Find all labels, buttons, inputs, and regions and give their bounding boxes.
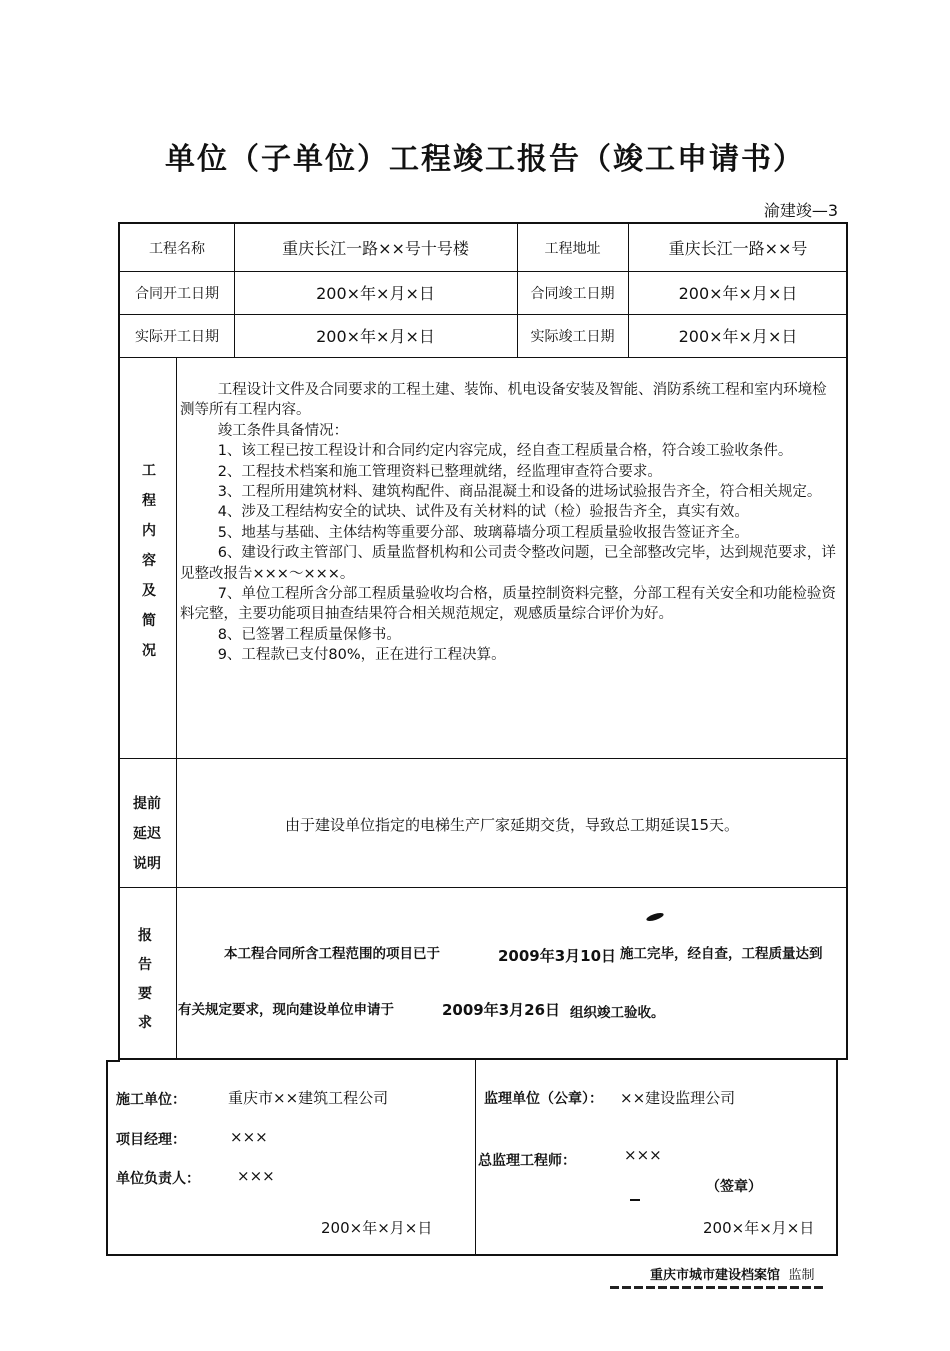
acceptance-date: 2009年3月26日 (442, 1001, 561, 1019)
actual-end-label: 实际竣工日期 (530, 328, 615, 345)
label-char: 况 (142, 643, 156, 659)
label-line: 说明 (133, 856, 161, 872)
content-paragraph: 1、该工程已按工程设计和合同约定内容完成，经自查工程质量合格，符合竣工验收条件。 (217, 443, 793, 460)
actual-start-label: 实际开工日期 (135, 328, 219, 345)
supervisor-label: 监理单位（公章）： (484, 1091, 603, 1107)
content-paragraph: 工程设计文件及合同要求的工程土建、装饰、机电设备安装及智能、消防系统工程和室内环境检测等所有工程内容。 (180, 382, 827, 419)
project-address-value: 重庆长江一路××号 (668, 239, 808, 258)
seal-note: （签章） (706, 1179, 762, 1195)
issuer-name: 重庆市城市建设档案馆 (650, 1268, 781, 1283)
label-line: 提前 (133, 796, 161, 812)
contractor-label: 施工单位： (116, 1092, 186, 1108)
report-line2-suffix: 组织竣工验收。 (570, 1005, 665, 1021)
contract-start-value: 200×年×月×日 (316, 284, 435, 303)
delay-text: 由于建设单位指定的电梯生产厂家延期交货，导致总工期延误15天。 (284, 816, 740, 834)
content-section-label (137, 460, 161, 670)
issuer-footer (650, 1264, 815, 1283)
contract-end-label: 合同竣工日期 (530, 285, 615, 302)
project-name-value: 重庆长江一路××号十号楼 (282, 239, 469, 258)
issuer-suffix: 监制 (788, 1268, 815, 1283)
content-paragraph: 6、建设行政主管部门、质量监督机构和公司责令整改问题，已全部整改完毕，达到规范要求，详见整改报告×××～×××。 (180, 545, 836, 582)
contractor-date: 200×年×月×日 (321, 1219, 433, 1237)
label-char: 容 (142, 553, 156, 569)
completion-date: 2009年3月10日 (498, 947, 617, 965)
label-char: 及 (142, 583, 156, 599)
document-title: 单位（子单位）工程竣工报告（竣工申请书） (165, 142, 805, 177)
contractor-value: 重庆市××建筑工程公司 (228, 1089, 389, 1107)
pm-value: ××× (230, 1128, 268, 1146)
content-paragraph: 2、工程技术档案和施工管理资料已整理就绪，经监理审查符合要求。 (217, 463, 662, 480)
label-char: 简 (142, 613, 156, 629)
content-paragraph: 7、单位工程所含分部工程质量验收均合格，质量控制资料完整，分部工程有关安全和功能检验资料完整，主要功能项目抽查结果符合相关规范规定，观感质量综合评价为好。 (180, 586, 836, 623)
frame-joint (106, 1060, 120, 1062)
project-address-label: 工程地址 (544, 240, 601, 257)
supervisor-value: ××建设监理公司 (620, 1089, 736, 1107)
head-value: ××× (237, 1167, 275, 1185)
label-char: 告 (138, 957, 152, 973)
content-body (180, 380, 840, 666)
row-divider (120, 357, 848, 358)
content-paragraph: 3、工程所用建筑材料、建筑构配件、商品混凝土和设备的进场试验报告齐全，符合相关规定。 (217, 484, 822, 501)
label-line: 延迟 (133, 826, 161, 842)
row-divider (120, 758, 848, 759)
cropped-text-mark (610, 1286, 825, 1289)
contract-start-label: 合同开工日期 (135, 285, 219, 302)
report-section-label (133, 922, 157, 1038)
label-col-divider (176, 357, 177, 1060)
content-paragraph: 4、涉及工程结构安全的试块、试件及有关材料的试（检）验报告齐全，真实有效。 (217, 504, 749, 521)
report-line1-prefix: 本工程合同所含工程范围的项目已于 (224, 946, 440, 962)
head-label: 单位负责人： (116, 1171, 200, 1187)
row-divider (120, 887, 848, 888)
actual-end-value: 200×年×月×日 (678, 327, 798, 346)
signature-divider (475, 1060, 476, 1254)
label-char: 要 (138, 986, 152, 1002)
content-paragraph: 竣工条件具备情况： (217, 422, 349, 439)
pm-label: 项目经理： (116, 1132, 186, 1148)
chief-value: ××× (624, 1146, 662, 1164)
label-char: 求 (138, 1015, 152, 1031)
content-paragraph: 8、已签署工程质量保修书。 (217, 626, 401, 643)
ink-mark (630, 1199, 640, 1201)
report-line2-prefix: 有关规定要求，现向建设单位申请于 (178, 1002, 394, 1018)
label-char: 报 (138, 928, 152, 944)
delay-section-label (130, 789, 164, 879)
label-char: 工 (142, 463, 156, 479)
chief-label: 总监理工程师： (478, 1153, 576, 1169)
actual-start-value: 200×年×月×日 (316, 327, 435, 346)
supervisor-date: 200×年×月×日 (703, 1219, 815, 1237)
content-paragraph: 9、工程款已支付80%，正在进行工程决算。 (217, 647, 506, 664)
contract-end-value: 200×年×月×日 (678, 284, 798, 303)
report-line1-suffix: 施工完毕，经自查，工程质量达到 (620, 946, 823, 962)
content-paragraph: 5、地基与基础、主体结构等重要分部、玻璃幕墙分项工程质量验收报告签证齐全。 (217, 524, 749, 541)
form-code: 渝建竣—3 (763, 201, 838, 220)
label-char: 程 (142, 493, 156, 509)
cropped-footer-line (610, 1284, 825, 1290)
project-name-label: 工程名称 (149, 240, 205, 257)
label-char: 内 (142, 523, 156, 539)
